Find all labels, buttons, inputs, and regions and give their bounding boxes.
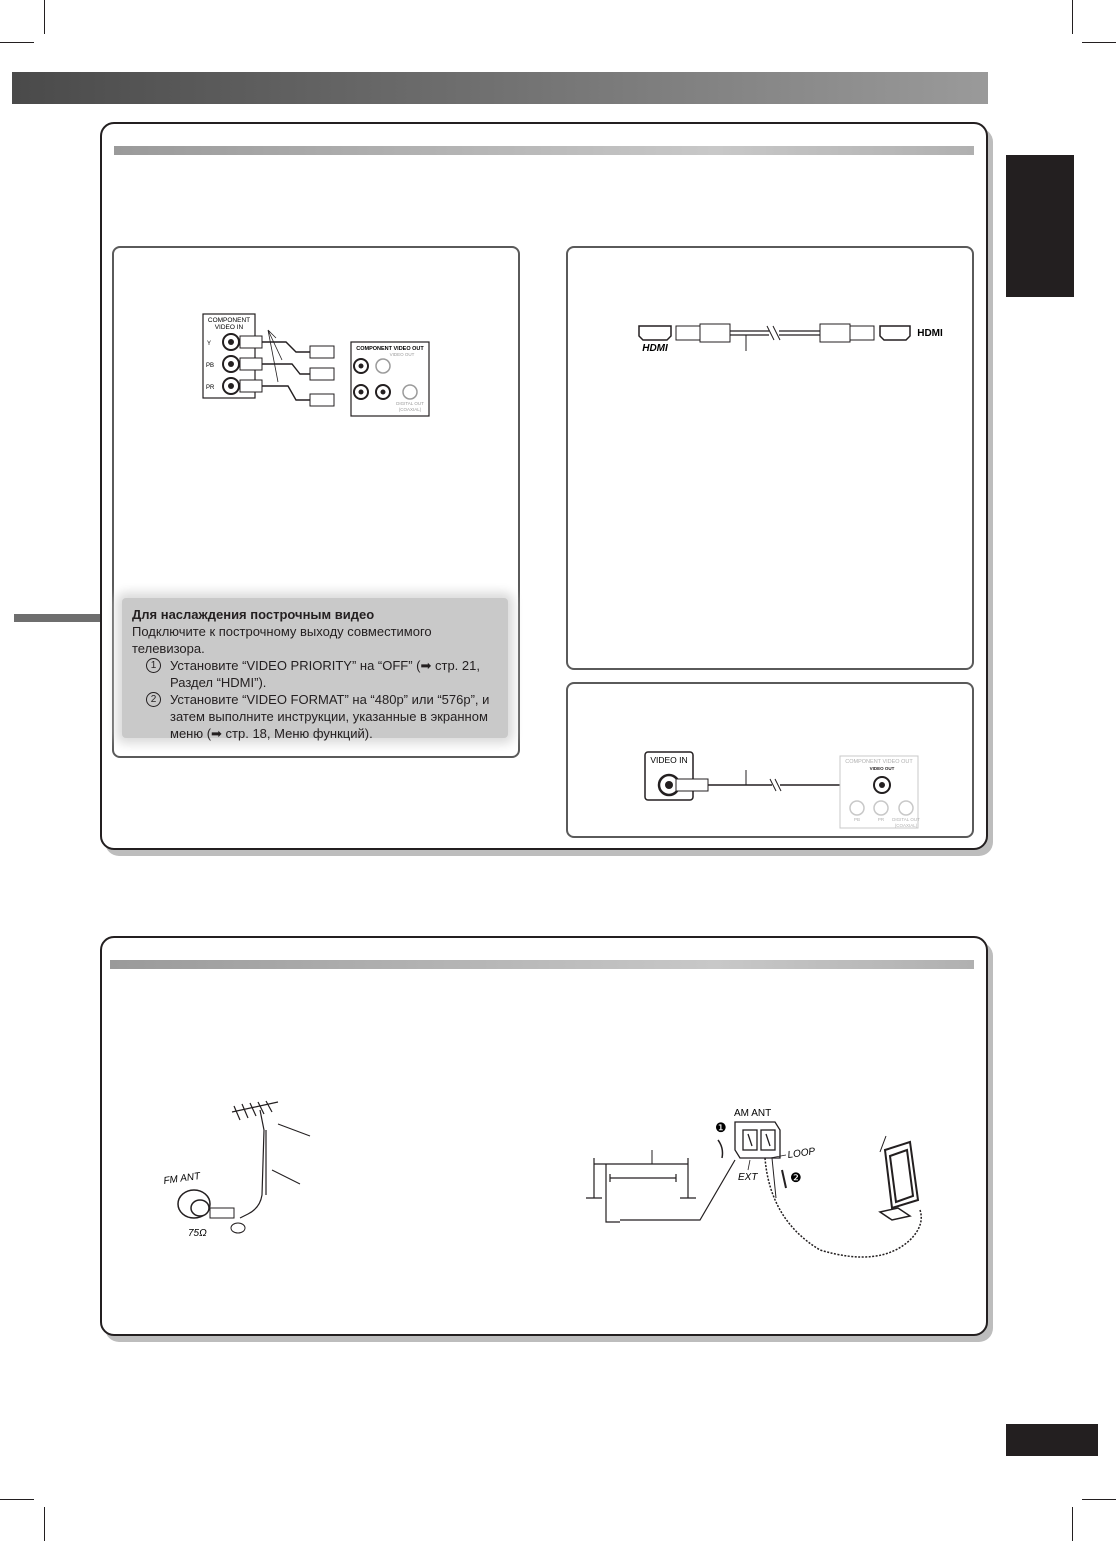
video-out-jack [874, 777, 890, 793]
header-bar [12, 72, 988, 104]
wire-antenna [586, 1158, 735, 1222]
component-video-diagram [196, 308, 436, 420]
crop-mark [1072, 0, 1073, 34]
unit-jack [899, 801, 913, 815]
crop-mark [1082, 1499, 1116, 1500]
note-step [132, 657, 498, 691]
hdmi-diagram [624, 318, 950, 362]
cable-plug [310, 368, 334, 380]
loop-antenna-wire [772, 1158, 776, 1198]
cable-plug [240, 380, 262, 392]
tv-label-2: VIDEO IN [214, 324, 244, 331]
video-plug [676, 779, 708, 791]
unit-jack [354, 359, 368, 373]
hdmi-plug [850, 326, 874, 340]
am-ant-terminal [735, 1122, 780, 1158]
crop-mark [0, 42, 34, 43]
side-tab [1006, 155, 1074, 297]
loop-label: LOOP [786, 1146, 816, 1161]
am-ant-label: AM ANT [734, 1108, 772, 1119]
hdmi-port [639, 326, 671, 340]
cable-plug [240, 336, 262, 348]
pr-label: PR [877, 817, 885, 822]
hdmi-plug [820, 324, 850, 342]
step-number: 1 [146, 658, 161, 673]
out-label: COMPONENT VIDEO OUT [356, 346, 424, 352]
section-heading-rule [114, 146, 974, 155]
tv-jack [223, 334, 239, 350]
hdmi-logo: HDMI [642, 343, 668, 354]
ohm-label: 75Ω [188, 1228, 207, 1239]
step-text: меню (➡ стр. 18, Меню функций). [170, 726, 373, 741]
coaxial-label: (COAXIAL) [398, 407, 422, 412]
arrow-icon [718, 1140, 723, 1158]
crop-mark [0, 1499, 34, 1500]
crop-mark [44, 0, 45, 34]
video-diagram [642, 748, 922, 832]
cable [262, 386, 314, 400]
step-text: Раздел “HDMI”). [170, 675, 267, 690]
fm-antenna-diagram [160, 1100, 320, 1240]
hdmi-plug [700, 324, 730, 342]
note-text: Подключите к построчному выходу совместимого [132, 624, 432, 639]
step-text: затем выполните инструкции, указанные в экранном [170, 709, 488, 724]
tv-jack [223, 356, 239, 372]
crop-mark [44, 1507, 45, 1541]
cable [262, 342, 314, 352]
tv-jack [223, 378, 239, 394]
crop-mark [1082, 42, 1116, 43]
coaxial-label: (COAXIAL) [894, 823, 918, 828]
fm-ant-terminal [178, 1190, 245, 1233]
y-label: Y [207, 341, 212, 347]
step-text: Установите “VIDEO FORMAT” на “480p” или “576p”, и [170, 692, 490, 707]
unit-jack [376, 359, 390, 373]
cable-callout [272, 1170, 300, 1184]
note-step [132, 691, 498, 742]
pb-label: PB [206, 363, 215, 369]
pr-label: PR [206, 385, 215, 391]
antenna-callout [278, 1124, 310, 1136]
cable-plug [240, 358, 262, 370]
arrow-icon [782, 1170, 786, 1188]
hdmi-logo: HDMI [917, 328, 943, 339]
step-text: Установите “VIDEO PRIORITY” на “OFF” (➡ стр. 21, [170, 658, 480, 673]
unit-jack [376, 385, 390, 399]
ext-label: EXT [738, 1172, 758, 1183]
note-title: Для наслаждения построчным видео [132, 607, 375, 622]
unit-jack [850, 801, 864, 815]
am-antenna-diagram [580, 1100, 940, 1280]
crop-mark [1072, 1507, 1073, 1541]
cable-plug [310, 346, 334, 358]
step-2-marker: ❷ [790, 1170, 802, 1185]
hdmi-port [880, 326, 910, 340]
unit-jack [403, 385, 417, 399]
digital-out-label: DIGITAL OUT [892, 817, 920, 822]
hdmi-plug [676, 326, 700, 340]
loop-antenna-icon [880, 1142, 918, 1220]
cable [262, 364, 314, 374]
cable-callout [268, 330, 282, 382]
unit-jack [354, 385, 368, 399]
section-heading-rule [110, 960, 974, 969]
outdoor-antenna-icon [232, 1101, 278, 1218]
tv-label-1: COMPONENT [207, 317, 251, 324]
left-rule [14, 614, 102, 622]
pb-label: PB [853, 817, 861, 822]
video-out-label: VIDEO OUT [869, 766, 895, 771]
note-text: телевизора. [132, 641, 205, 656]
video-out-label: VIDEO OUT [389, 352, 415, 357]
digital-out-label: DIGITAL OUT [396, 401, 424, 406]
step-1-marker: ❶ [715, 1120, 727, 1135]
hdmi-subpanel [566, 246, 974, 670]
ext-callout [748, 1160, 750, 1170]
fm-ant-label: FM ANT [162, 1170, 201, 1187]
progressive-video-note [122, 598, 508, 741]
cable-break [767, 326, 780, 340]
video-in-label: VIDEO IN [650, 755, 688, 765]
unit-jack [874, 801, 888, 815]
page-number-box [1006, 1424, 1098, 1456]
step-number: 2 [146, 692, 161, 707]
out-label: COMPONENT VIDEO OUT [845, 759, 913, 765]
cable-plug [310, 394, 334, 406]
hdmi-cable [730, 331, 820, 335]
